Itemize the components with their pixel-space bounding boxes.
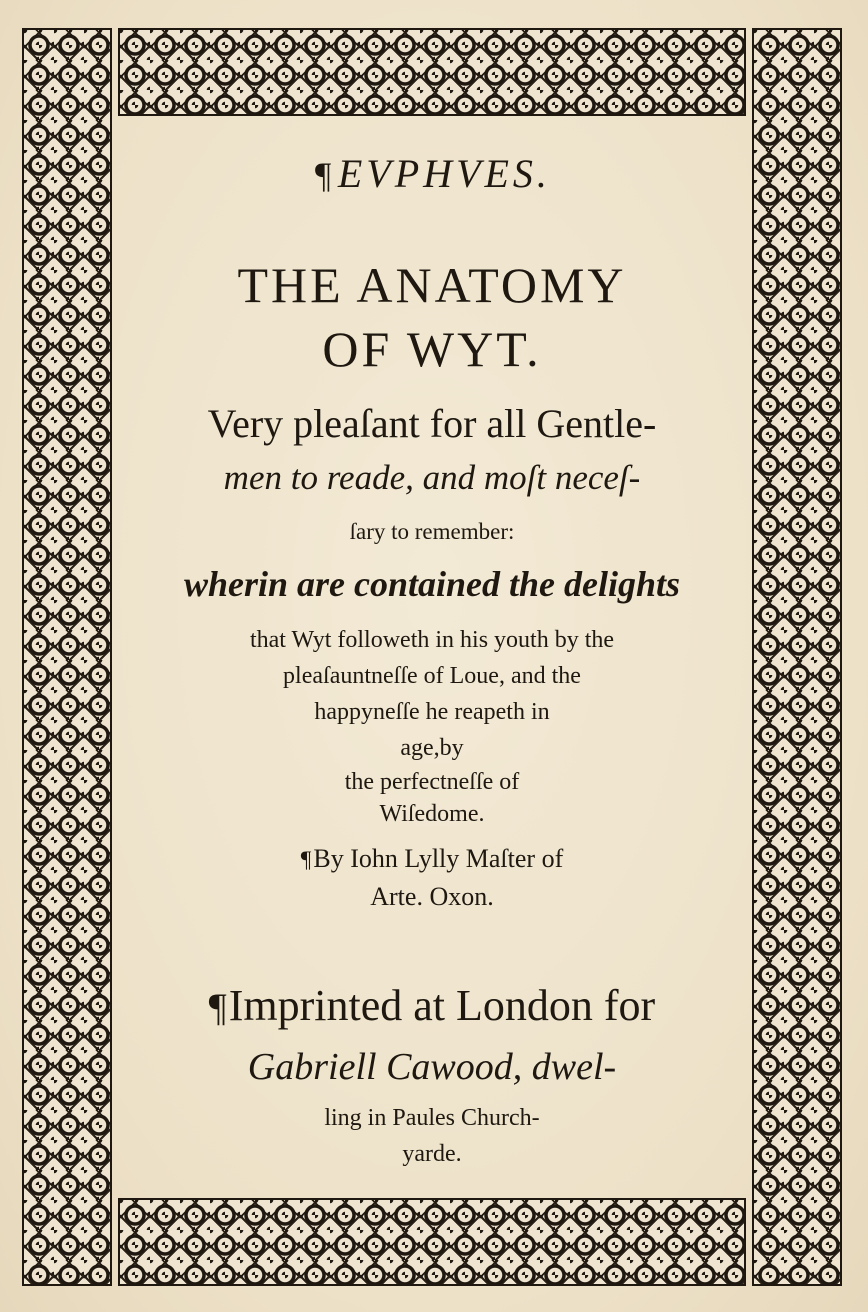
header-text: EVPHVES.: [337, 151, 551, 196]
description-line-3: pleaſauntneſſe of Loue, and the: [283, 663, 581, 689]
pilcrow-mark: ¶: [208, 985, 227, 1029]
author-text: By Iohn Lylly Maſter of: [313, 844, 564, 873]
ornamental-border-bottom: [120, 1200, 744, 1284]
imprint-line-1: [120, 981, 744, 1030]
pilcrow-mark: ¶: [300, 847, 312, 873]
ornamental-border-top: [120, 30, 744, 114]
pilcrow-mark: ¶: [313, 155, 336, 195]
description-line-7: Wiſedome.: [379, 801, 485, 827]
imprint-line-4: yarde.: [402, 1141, 462, 1167]
ornamental-border-left: [24, 30, 110, 1284]
author-line-1: [120, 846, 744, 872]
description-line-1: wherin are contained the delights: [183, 564, 681, 604]
subtitle-line-1: Very pleaſant for all Gentle-: [207, 401, 657, 446]
description-line-4: happyneſſe he reapeth in: [314, 699, 550, 725]
author-line-2: Arte. Oxon.: [370, 882, 494, 911]
imprint-line-2: Gabriell Cawood, dwel-: [247, 1046, 617, 1088]
subtitle-line-3: ſary to remember:: [349, 519, 515, 544]
ornamental-border-right: [754, 30, 840, 1284]
main-title-line-2: OF WYT.: [322, 321, 542, 377]
description-line-5: age,by: [400, 735, 464, 761]
imprint-text: Imprinted at London for: [228, 981, 656, 1030]
imprint-line-3: ling in Paules Church-: [324, 1105, 540, 1131]
running-header: [120, 151, 744, 196]
title-page-text: [120, 114, 744, 1200]
subtitle-line-2: men to reade, and moſt neceſ-: [223, 458, 641, 497]
main-title-line-1: THE ANATOMY: [237, 257, 627, 313]
description-line-6: the perfectneſſe of: [344, 769, 520, 795]
description-line-2: that Wyt followeth in his youth by the: [249, 627, 615, 653]
